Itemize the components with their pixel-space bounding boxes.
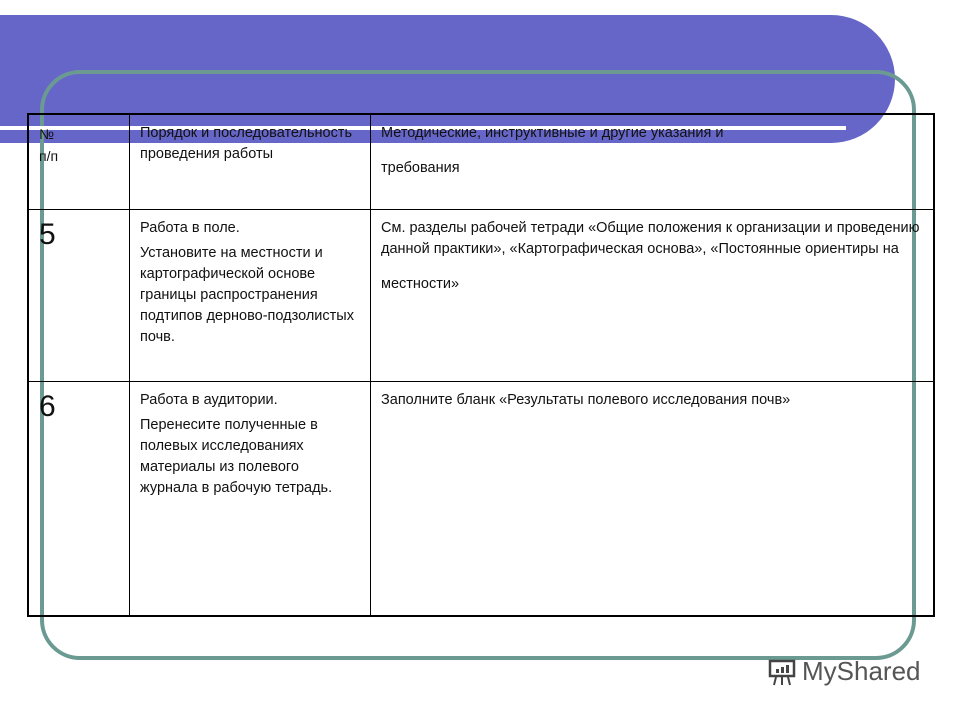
header-num2: п/п bbox=[39, 148, 59, 164]
row-order-text: Установите на местности и картографической основе границы распространения подтипов дерново-подзолистых почв. bbox=[140, 244, 354, 345]
header-num: № bbox=[39, 126, 55, 142]
presentation-board-icon bbox=[766, 657, 798, 687]
table-row bbox=[28, 209, 934, 381]
row-order-title: Работа в поле. bbox=[140, 219, 240, 236]
row-order-title: Работа в аудитории. bbox=[140, 391, 278, 408]
header-order: Порядок и последовательность проведения работы bbox=[130, 114, 371, 209]
row-methods: См. разделы рабочей тетради «Общие положения к организации и проведению данной практики», «Картографическая основа», «Постоянные ориентиры на bbox=[381, 219, 920, 257]
watermark-logo bbox=[766, 656, 921, 687]
table-row bbox=[28, 381, 934, 616]
row-order-text: Перенесите полученные в полевых исследованиях материалы из полевого журнала в рабочую тетрадь. bbox=[140, 416, 333, 496]
row-number: 6 bbox=[28, 381, 130, 616]
header-methods: Методические, инструктивные и другие указания и bbox=[381, 125, 724, 141]
row-methods-2: местности» bbox=[381, 275, 460, 292]
instructions-table bbox=[27, 113, 935, 617]
watermark-text: MyShared bbox=[802, 656, 921, 686]
header-methods-2: требования bbox=[381, 160, 460, 176]
table-header-row bbox=[28, 114, 934, 209]
row-number: 5 bbox=[28, 209, 130, 381]
row-methods: Заполните бланк «Результаты полевого исследования почв» bbox=[381, 391, 791, 408]
